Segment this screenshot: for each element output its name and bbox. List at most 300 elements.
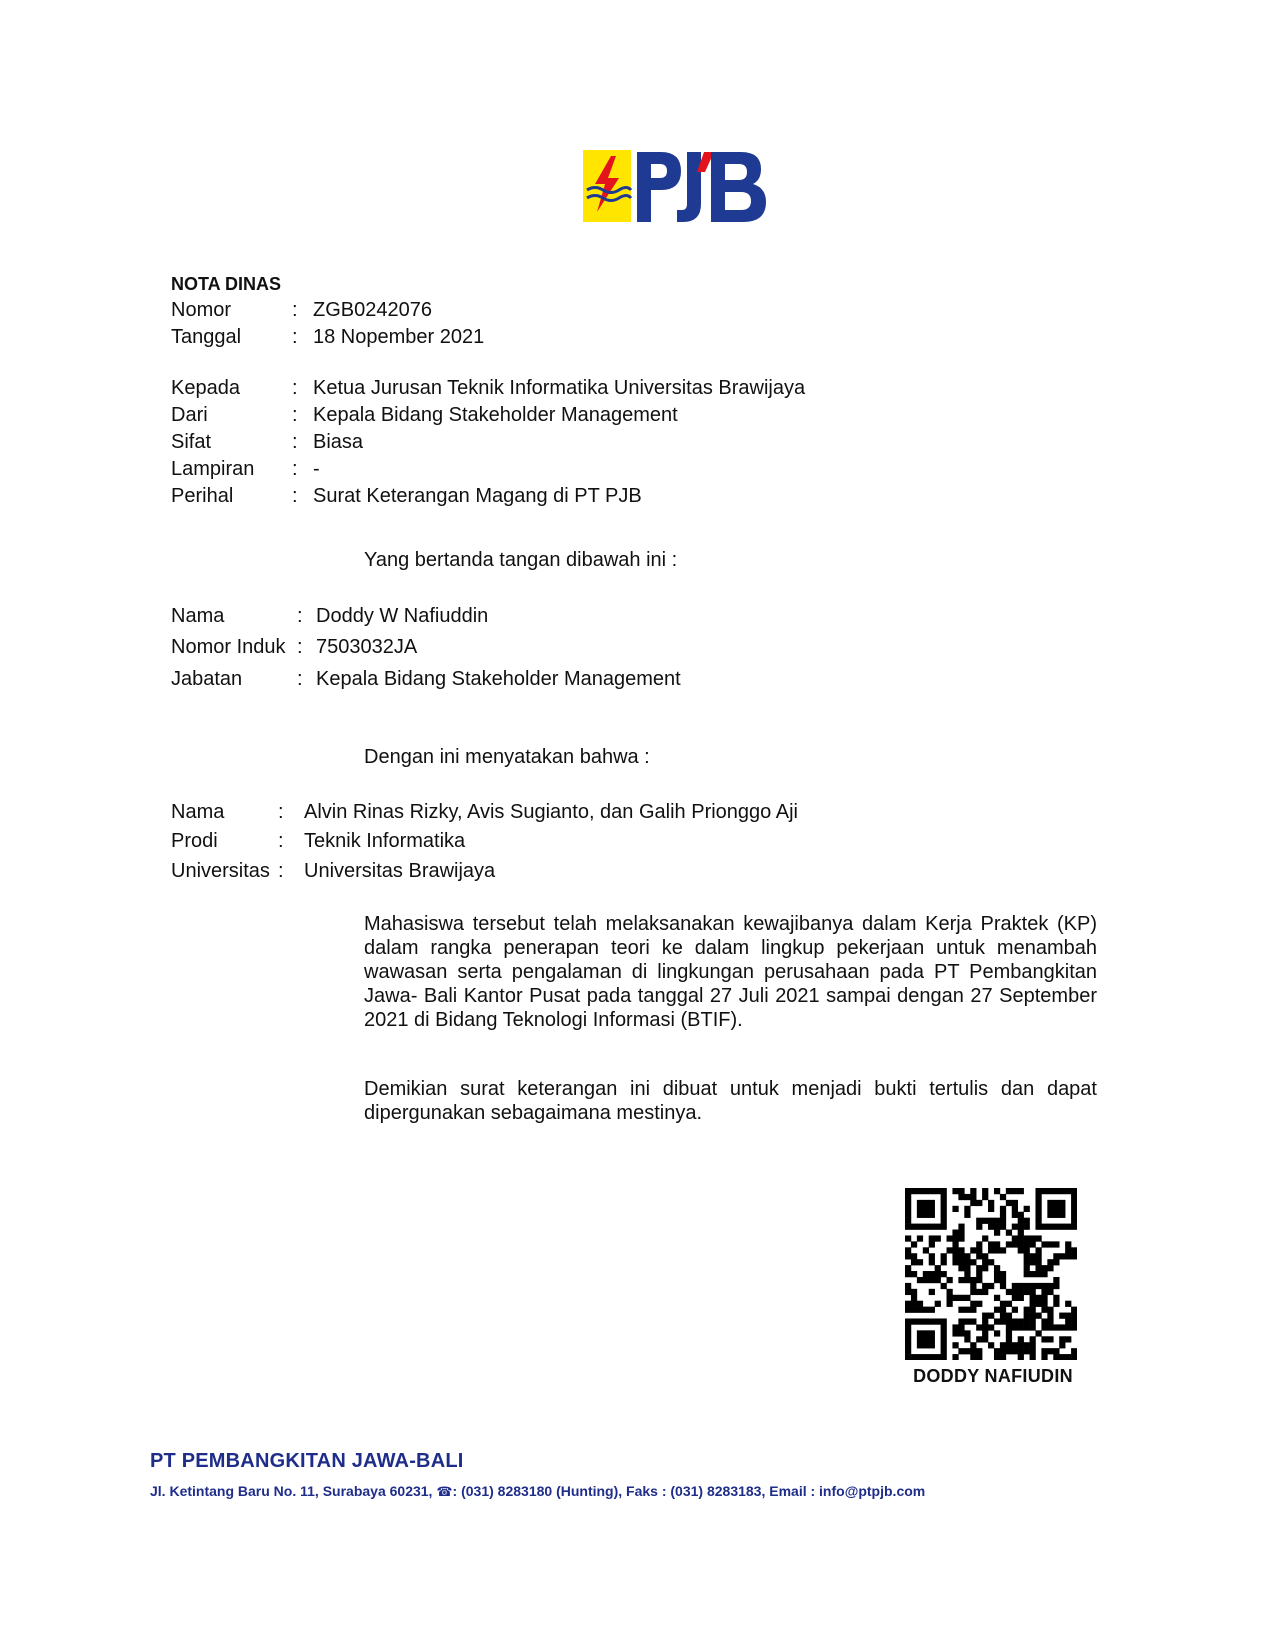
qr-module (1018, 1348, 1024, 1354)
qr-module (1012, 1289, 1018, 1295)
qr-module (976, 1200, 982, 1206)
qr-module (941, 1194, 947, 1200)
qr-module (1059, 1224, 1065, 1230)
qr-module (982, 1218, 988, 1224)
qr-module (1000, 1206, 1006, 1212)
colon: : (297, 636, 303, 658)
qr-module (1071, 1194, 1077, 1200)
qr-module (982, 1324, 988, 1330)
qr-module (1012, 1241, 1018, 1247)
perihal-label: Perihal (171, 485, 234, 507)
qr-module (952, 1241, 958, 1247)
signatory-intro: Yang bertanda tangan dibawah ini : (364, 549, 678, 571)
colon: : (292, 431, 298, 453)
qr-module (929, 1224, 935, 1230)
nomor-label: Nomor (171, 299, 232, 321)
qr-module (929, 1330, 935, 1336)
qr-module (1041, 1265, 1047, 1271)
qr-module (952, 1354, 958, 1360)
qr-module (911, 1354, 917, 1360)
qr-module (1006, 1289, 1012, 1295)
qr-module (1018, 1188, 1024, 1194)
qr-module (941, 1283, 947, 1289)
qr-module (1053, 1200, 1059, 1206)
qr-module (1000, 1354, 1006, 1360)
qr-module (1071, 1206, 1077, 1212)
qr-module (1047, 1283, 1053, 1289)
qr-module (941, 1218, 947, 1224)
qr-module (929, 1354, 935, 1360)
qr-module (905, 1271, 911, 1277)
qr-module (1006, 1318, 1012, 1324)
qr-module (935, 1354, 941, 1360)
qr-module (1024, 1271, 1030, 1277)
qr-module (964, 1265, 970, 1271)
qr-module (911, 1295, 917, 1301)
qr-module (952, 1188, 958, 1194)
qr-module (923, 1212, 929, 1218)
qr-module (929, 1212, 935, 1218)
qr-module (1041, 1271, 1047, 1277)
qr-module (1018, 1247, 1024, 1253)
sifat-label: Sifat (171, 431, 212, 453)
qr-module (1030, 1289, 1036, 1295)
qr-module (1071, 1247, 1077, 1253)
qr-module (1024, 1318, 1030, 1324)
qr-module (1018, 1218, 1024, 1224)
qr-module (929, 1271, 935, 1277)
qr-module (941, 1330, 947, 1336)
qr-module (1041, 1336, 1047, 1342)
qr-module (1047, 1336, 1053, 1342)
qr-module (923, 1277, 929, 1283)
qr-module (929, 1241, 935, 1247)
qr-module (982, 1313, 988, 1319)
qr-module (929, 1342, 935, 1348)
qr-module (1024, 1235, 1030, 1241)
qr-module (1047, 1265, 1053, 1271)
qr-module (929, 1318, 935, 1324)
qr-module (905, 1307, 911, 1313)
qr-module (923, 1247, 929, 1253)
qr-module (988, 1218, 994, 1224)
qr-module (929, 1235, 935, 1241)
qr-module (958, 1188, 964, 1194)
qr-module (976, 1324, 982, 1330)
qr-module (1053, 1354, 1059, 1360)
nomor-value: ZGB0242076 (313, 299, 432, 321)
qr-module (923, 1354, 929, 1360)
logo-letter-p (637, 152, 681, 222)
qr-module (935, 1277, 941, 1283)
qr-module (1035, 1330, 1041, 1336)
student-universitas-value: Universitas Brawijaya (304, 860, 496, 882)
qr-module (935, 1271, 941, 1277)
qr-module (1035, 1271, 1041, 1277)
qr-module (941, 1271, 947, 1277)
qr-module (941, 1253, 947, 1259)
qr-module (1065, 1224, 1071, 1230)
qr-module (958, 1253, 964, 1259)
qr-module (941, 1348, 947, 1354)
colon: : (292, 326, 298, 348)
qr-module (1000, 1348, 1006, 1354)
qr-module (911, 1259, 917, 1265)
qr-module (952, 1253, 958, 1259)
qr-module (911, 1307, 917, 1313)
qr-module (976, 1265, 982, 1271)
qr-module (911, 1289, 917, 1295)
qr-module (1071, 1212, 1077, 1218)
tanggal-value: 18 Nopember 2021 (313, 326, 485, 348)
qr-module (1053, 1277, 1059, 1283)
qr-module (941, 1188, 947, 1194)
qr-module (952, 1324, 958, 1330)
qr-module (1053, 1253, 1059, 1259)
qr-module (1047, 1241, 1053, 1247)
qr-module (1053, 1188, 1059, 1194)
sifat-value: Biasa (313, 431, 364, 453)
qr-module (917, 1235, 923, 1241)
qr-module (1059, 1336, 1065, 1342)
qr-module (935, 1235, 941, 1241)
qr-module (1000, 1277, 1006, 1283)
qr-module (1012, 1206, 1018, 1212)
qr-module (1059, 1354, 1065, 1360)
qr-module (1047, 1259, 1053, 1265)
qr-module (947, 1277, 953, 1283)
qr-module (976, 1241, 982, 1247)
qr-module (1047, 1307, 1053, 1313)
signatory-jabatan-value: Kepala Bidang Stakeholder Management (316, 668, 681, 690)
qr-module (917, 1342, 923, 1348)
signer-name: DODDY NAFIUDIN (913, 1366, 1073, 1386)
qr-module (905, 1348, 911, 1354)
qr-module (929, 1200, 935, 1206)
qr-module (1006, 1188, 1012, 1194)
qr-module (1047, 1188, 1053, 1194)
pjb-logo (583, 150, 771, 223)
qr-module (1012, 1318, 1018, 1324)
qr-module (1012, 1212, 1018, 1218)
qr-module (1012, 1324, 1018, 1330)
qr-module (1065, 1313, 1071, 1319)
qr-module (982, 1265, 988, 1271)
qr-module (964, 1194, 970, 1200)
lampiran-label: Lampiran (171, 458, 255, 480)
qr-module (1041, 1295, 1047, 1301)
qr-module (1012, 1295, 1018, 1301)
qr-module (958, 1307, 964, 1313)
qr-module (1041, 1283, 1047, 1289)
qr-module (1018, 1241, 1024, 1247)
student-universitas-label: Universitas (171, 860, 270, 882)
qr-module (994, 1247, 1000, 1253)
qr-module (1065, 1336, 1071, 1342)
qr-module (1006, 1313, 1012, 1319)
qr-module (1006, 1241, 1012, 1247)
qr-module (1053, 1283, 1059, 1289)
qr-module (923, 1330, 929, 1336)
qr-module (929, 1206, 935, 1212)
qr-module (1018, 1295, 1024, 1301)
kepada-value: Ketua Jurusan Teknik Informatika Universitas Brawijaya (313, 377, 806, 399)
qr-module (982, 1194, 988, 1200)
qr-module (1024, 1253, 1030, 1259)
qr-module (976, 1354, 982, 1360)
qr-module (958, 1318, 964, 1324)
qr-module (911, 1301, 917, 1307)
qr-module (994, 1265, 1000, 1271)
qr-module (952, 1295, 958, 1301)
qr-module (994, 1224, 1000, 1230)
qr-module (994, 1330, 1000, 1336)
qr-module (994, 1218, 1000, 1224)
qr-module (1047, 1289, 1053, 1295)
qr-module (929, 1259, 935, 1265)
qr-module (1000, 1301, 1006, 1307)
qr-module (1035, 1247, 1041, 1253)
qr-module (1006, 1230, 1012, 1236)
qr-module (923, 1206, 929, 1212)
qr-module (976, 1247, 982, 1253)
qr-module (1053, 1212, 1059, 1218)
qr-module (941, 1324, 947, 1330)
qr-module (958, 1277, 964, 1283)
footer-address-part2: : (031) 8283180 (Hunting), Faks : (031) 8283183, Email : info@ptpjb.com (452, 1483, 926, 1499)
qr-module (1030, 1271, 1036, 1277)
qr-module (982, 1330, 988, 1336)
qr-module (917, 1259, 923, 1265)
qr-module (1024, 1348, 1030, 1354)
statement-intro: Dengan ini menyatakan bahwa : (364, 746, 650, 768)
qr-module (1053, 1295, 1059, 1301)
signatory-nomor-induk-label: Nomor Induk (171, 636, 286, 658)
qr-module (988, 1324, 994, 1330)
qr-module (1041, 1301, 1047, 1307)
qr-module (941, 1336, 947, 1342)
qr-module (1018, 1289, 1024, 1295)
qr-module (976, 1289, 982, 1295)
qr-module (905, 1200, 911, 1206)
qr-module (1030, 1348, 1036, 1354)
qr-module (917, 1188, 923, 1194)
qr-module (1035, 1206, 1041, 1212)
qr-module (1035, 1313, 1041, 1319)
qr-module (976, 1277, 982, 1283)
qr-module (970, 1200, 976, 1206)
qr-module (1000, 1307, 1006, 1313)
qr-module (905, 1289, 911, 1295)
qr-module (994, 1271, 1000, 1277)
qr-module (964, 1277, 970, 1283)
qr-module (917, 1277, 923, 1283)
qr-module (923, 1336, 929, 1342)
qr-module (1053, 1259, 1059, 1265)
qr-module (923, 1318, 929, 1324)
qr-module (958, 1348, 964, 1354)
qr-module (1071, 1218, 1077, 1224)
qr-module (1012, 1342, 1018, 1348)
qr-module (1071, 1224, 1077, 1230)
qr-module (1065, 1318, 1071, 1324)
qr-module (976, 1253, 982, 1259)
qr-module (947, 1295, 953, 1301)
qr-module (970, 1307, 976, 1313)
qr-module (1012, 1235, 1018, 1241)
qr-module (1071, 1188, 1077, 1194)
qr-module (1035, 1301, 1041, 1307)
qr-module (1030, 1235, 1036, 1241)
qr-module (941, 1224, 947, 1230)
qr-module (1041, 1348, 1047, 1354)
qr-module (1000, 1283, 1006, 1289)
qr-module (1018, 1283, 1024, 1289)
qr-module (1000, 1318, 1006, 1324)
qr-module (988, 1313, 994, 1319)
qr-module (958, 1247, 964, 1253)
qr-module (1012, 1224, 1018, 1230)
qr-module (905, 1342, 911, 1348)
qr-module (994, 1188, 1000, 1194)
footer-address (150, 1483, 925, 1500)
qr-module (911, 1224, 917, 1230)
qr-module (1030, 1283, 1036, 1289)
qr-module (1030, 1318, 1036, 1324)
qr-module (1065, 1354, 1071, 1360)
qr-module (1053, 1301, 1059, 1307)
qr-module (941, 1342, 947, 1348)
qr-module (1030, 1354, 1036, 1360)
qr-module (1030, 1342, 1036, 1348)
qr-module (1006, 1348, 1012, 1354)
signatory-jabatan-label: Jabatan (171, 668, 243, 690)
qr-module (982, 1318, 988, 1324)
qr-module (1012, 1188, 1018, 1194)
qr-module (923, 1307, 929, 1313)
qr-module (917, 1330, 923, 1336)
qr-module (1059, 1200, 1065, 1206)
qr-module (1047, 1318, 1053, 1324)
body-paragraph-1: Mahasiswa tersebut telah melaksanakan kewajibanya dalam Kerja Praktek (KP) dalam rangka penerapan teori ke dalam lingkup pekerjaan untuk menambah wawasan serta pengalaman di lingkungan perusahaan pada PT Pembangkitan Jawa- Bali Kantor Pusat pada tanggal 27 Juli 2021 sampai dengan 27 September 2021 di Bidang Teknologi Informasi (BTIF). (364, 913, 1097, 1031)
qr-module (994, 1295, 1000, 1301)
tanggal-label: Tanggal (171, 326, 242, 348)
qr-module (964, 1348, 970, 1354)
qr-module (911, 1241, 917, 1247)
qr-module (970, 1188, 976, 1194)
qr-module (1018, 1324, 1024, 1330)
qr-module (982, 1259, 988, 1265)
qr-module (964, 1206, 970, 1212)
qr-module (994, 1230, 1000, 1236)
qr-module (952, 1330, 958, 1336)
qr-module (1006, 1336, 1012, 1342)
qr-module (1065, 1247, 1071, 1253)
qr-module (1035, 1295, 1041, 1301)
qr-module (917, 1354, 923, 1360)
lampiran-value: - (313, 458, 320, 480)
qr-module (988, 1342, 994, 1348)
qr-module (1000, 1247, 1006, 1253)
qr-module (988, 1224, 994, 1230)
dari-value: Kepala Bidang Stakeholder Management (313, 404, 678, 426)
qr-module (917, 1318, 923, 1324)
qr-module (958, 1295, 964, 1301)
qr-module (1030, 1301, 1036, 1307)
qr-module (964, 1259, 970, 1265)
colon: : (278, 860, 284, 882)
qr-module (1065, 1301, 1071, 1307)
qr-module (917, 1307, 923, 1313)
qr-module (1035, 1194, 1041, 1200)
qr-module (1024, 1307, 1030, 1313)
qr-module (1047, 1200, 1053, 1206)
qr-module (976, 1218, 982, 1224)
qr-module (935, 1318, 941, 1324)
qr-module (964, 1212, 970, 1218)
qr-module (941, 1206, 947, 1212)
qr-module (1041, 1289, 1047, 1295)
qr-module (982, 1253, 988, 1259)
qr-module (970, 1194, 976, 1200)
qr-module (1059, 1253, 1065, 1259)
qr-module (994, 1354, 1000, 1360)
qr-module (964, 1318, 970, 1324)
qr-module (1047, 1206, 1053, 1212)
qr-module (952, 1342, 958, 1348)
qr-module (976, 1301, 982, 1307)
qr-module (964, 1271, 970, 1277)
qr-module (1000, 1194, 1006, 1200)
qr-module (935, 1188, 941, 1194)
qr-module (1041, 1318, 1047, 1324)
qr-module (1041, 1224, 1047, 1230)
qr-module (1024, 1259, 1030, 1265)
qr-module (958, 1194, 964, 1200)
qr-module (935, 1265, 941, 1271)
qr-module (964, 1295, 970, 1301)
qr-module (964, 1330, 970, 1336)
footer-address-part1: Jl. Ketintang Baru No. 11, Surabaya 60231, (150, 1483, 433, 1499)
qr-module (970, 1354, 976, 1360)
qr-module (1041, 1241, 1047, 1247)
qr-module (917, 1200, 923, 1206)
student-prodi-value: Teknik Informatika (304, 830, 466, 852)
qr-module (1000, 1313, 1006, 1319)
qr-module (958, 1259, 964, 1265)
colon: : (278, 801, 284, 823)
qr-module (1024, 1206, 1030, 1212)
qr-module (929, 1336, 935, 1342)
qr-module (1035, 1259, 1041, 1265)
qr-module (1006, 1330, 1012, 1336)
qr-module (976, 1224, 982, 1230)
qr-module (952, 1206, 958, 1212)
qr-module (917, 1206, 923, 1212)
qr-module (1053, 1224, 1059, 1230)
qr-module (1035, 1253, 1041, 1259)
qr-module (982, 1235, 988, 1241)
qr-module (941, 1318, 947, 1324)
qr-module (1024, 1265, 1030, 1271)
signatory-nama-value: Doddy W Nafiuddin (316, 605, 489, 627)
qr-module (970, 1247, 976, 1253)
qr-module (1047, 1224, 1053, 1230)
qr-module (1024, 1283, 1030, 1289)
qr-module (988, 1283, 994, 1289)
qr-module (1041, 1324, 1047, 1330)
qr-module (1018, 1224, 1024, 1230)
